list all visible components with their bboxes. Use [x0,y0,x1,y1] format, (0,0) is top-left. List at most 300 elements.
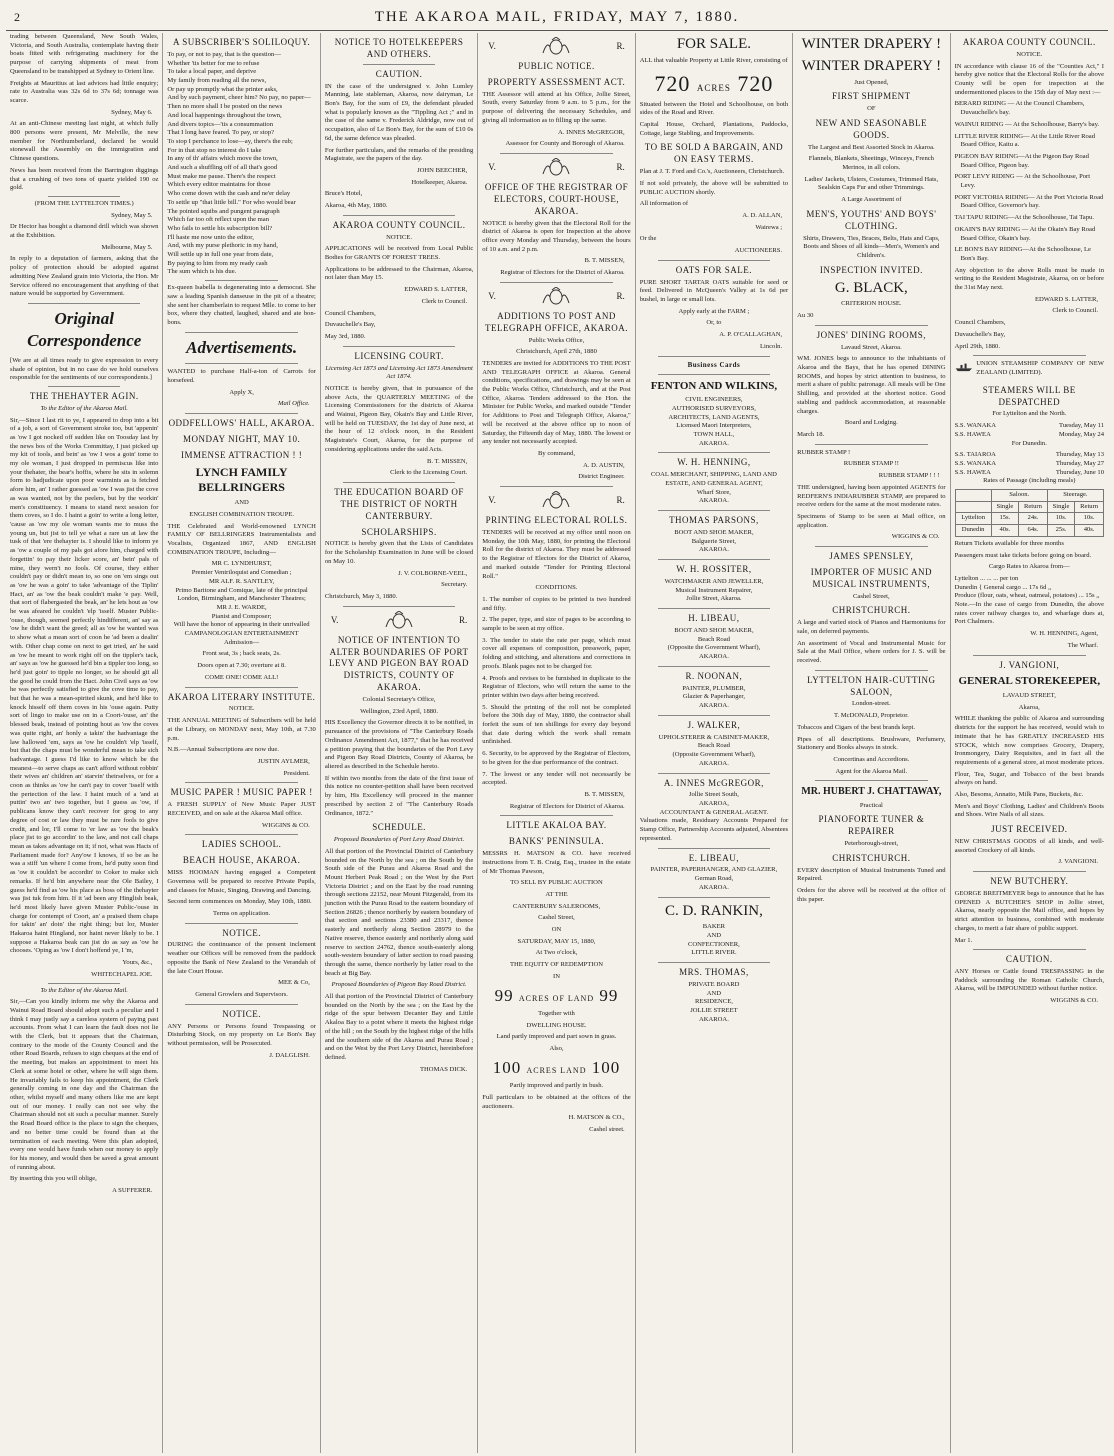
crest-letter: R. [616,162,625,173]
ad-wanted-apply: Apply X, [229,388,254,396]
acres-text: ACRES [696,82,731,93]
ad-title: CAUTION. [1005,954,1053,965]
ad-body: DURING the continuance of the present inclement weather our Offices will be removed from the paddock opposite the Bank of New Zealand to the Verandah of the late Court House. [167,941,316,975]
ad-cast-list [167,560,315,638]
poem-line: My family from reading all the news, [167,76,267,84]
ad-title: FOR SALE. [676,36,752,52]
fares-corner [955,501,991,513]
card-lines [640,471,788,506]
card-line: PAINTER, PLUMBER, [682,684,746,692]
ad-line: Together with [538,1010,575,1017]
page-mark: 2 [14,10,20,24]
fare-value: 15s. [991,513,1018,525]
sailing-schedule [955,422,1104,439]
card-name: E. LIBEAU, [688,852,740,863]
news-paragraph: Freights at Mauritius at last advices had little enquiry; rate to Australia was 32s 6d to 37s 6d; tonnage was scarce. [10,79,159,104]
ad-signature: District Engineer. [578,473,625,481]
fares-body [955,513,1103,536]
ad-line: By command, [537,450,575,457]
ad-subtitle: SCHOLARSHIPS. [361,526,437,537]
cast-line: MR J. E. WARDE, [216,603,267,611]
crest-letter: R. [616,290,625,301]
ad-title: WINTER DRAPERY ! [801,36,942,52]
card-line: AKAROA. [698,1015,729,1023]
section-heading-advertisements: Advertisements. [186,337,298,357]
ad-body: THE Assessor will attend at his Office, Jollie Street, South, every Saturday from 9 a.m. to 5 p.m., for the purpose of delivering the necessary Schedules, and giving all information as to filling up the same. [482,90,631,124]
ad-date: Christchurch, April 27th, 1880 [516,348,597,356]
ad-title: PROPERTY ASSESSMENT ACT. [487,76,626,87]
riding-item: PORT LEVY RIDING — At the Schoolhouse, Port Levy. [954,173,1091,190]
ad-signature: Registrar of Electors for the District of Akaroa. [500,269,625,277]
fare-value: 10s. [1075,513,1104,525]
riding-item: BERARD RIDING — At the Council Chambers, Duvauchelle's bay. [954,100,1085,117]
condition-item: 6. Security, to be approved by the Registrar of Electors, to be given for the due performance of the contract. [482,750,631,766]
editorial-note: [We are at all times ready to give expression to every shade of opinion, but in no case do we hold ourselves responsible for the sentiments of our correspondents.] [10,356,159,382]
ad-body: Pipes of all descriptions. Brushware, Perfumery, Stationery and Books always in stock. [797,735,946,752]
ad-line: Akaroa, [1018,703,1040,711]
card-name: J. VANGIONI, [999,659,1060,670]
ad-body: ANY Persons or Persons found Trespassing or Disturbing Stock, on my property on Le Bon's Bay without permission, will be Prosecuted. [167,1022,316,1047]
ad-body: Flour, Tea, Sugar, and Tobacco of the best brands always on hand. [954,770,1104,787]
ad-line: T. McDONALD, Proprietor. [833,712,909,720]
news-paragraph: Dr Hector has bought a diamond drill which was shown at the Exhibition. [10,223,159,240]
poem-line: Which far too oft reflect upon the man [167,216,270,224]
card-name: JAMES SPENSLEY, [829,551,914,562]
card-name: J. WALKER, [687,719,741,730]
source-note: (FROM THE LYTTELTON TIMES.) [34,199,134,207]
ad-line: Or the [639,235,657,243]
ad-body: Applications to be addressed to the Chairman, Akaroa, not later than May 15. [324,265,474,282]
section-heading-correspondence: Original Correspondence [27,308,142,351]
ad-body: WM. JONES begs to announce to the inhabitants of Akaroa and the Bays, that he has opened DINING ROOMS, and hopes by strict attention to business, to merit a share of public patronage. All meals will be One Shilling, and provided at the shortest notice. Good stabling and paddock accommodation, at reasonable charges. [797,355,946,415]
cast-line: Pianist and Composer; [211,612,272,620]
ad-headline: IMMENSE ATTRACTION ! ! [181,449,303,460]
sailing-row [955,469,1104,478]
ad-notice: NOTICE. [228,705,255,713]
ad-signature: H. MATSON & CO., [568,1114,625,1122]
crest-letter: R. [616,495,625,506]
card-name: W. H. ROSSITER, [676,564,752,575]
columns [6,33,1108,1453]
letter-body: Sir,—Can you kindly inform me why the Akaroa and Wainui Road Board should adopt such a peculiar and I think I may justly say a careless system of paying past accounts. From what I can learn the fault does not lie with the Clerk, but it appears that the Chairman, contrary to the mode of the County Council and the other Road Boards, refuses to sign cheques at the end of the meeting, but makes an appointment to meet his Clerk at some hotel or other, where he will sign them. He invariably fails to keep his appointment, the Clerk generally coming in one day and the Chairman the other, whilst myself and many others like me are kept out of our money. I really can not see why the Chairman should not sit such a peculiar manner. Surely the Road Board office is the place to sign the cheques, and no better time could be found than at the termination of each meeting. Were this plan adopted, every one would have funds when our money to apply for his money, and would then be saved a great amount of running about. [10,998,159,1171]
ad-body: Also, Besoms, Annatto, Milk Pans, Buckets, &c. [954,791,1084,799]
fare-value: 10s. [1047,513,1074,525]
ad-title: AKAROA LITERARY INSTITUTE. [167,691,316,702]
crest-letter: V. [488,290,496,301]
fares-subheader: Single [1047,501,1074,513]
fare-value: 24s. [1019,513,1048,525]
poem-line: By paying to him from my ready cash [167,259,268,267]
acres-number: 100 [591,1057,621,1077]
ad-signature: W. H. HENNING, Agent, [1030,630,1098,638]
ad-signature: JOHN BEECHER, [417,166,468,174]
masthead [6,4,1108,31]
card-lines [640,981,788,1025]
ad-title: MUSIC PAPER ! MUSIC PAPER ! [170,787,313,798]
dateline: Sydney, May 6. [111,108,153,116]
conditions-list [482,596,630,788]
crest-letter: V. [488,495,496,506]
ad-title: AKAROA COUNTY COUNCIL. [962,37,1096,47]
poem-line: The pointed squibs and pungent paragraph [167,207,280,215]
ad-signature: AUCTIONEERS. [734,247,783,255]
ad-body: For further particulars, and the remarks of the presiding Magistrate, see the papers of the day. [324,146,474,163]
ad-signature: A. INNES McGREGOR, [558,128,625,136]
poem-line: Which every editor maintains for those [167,181,271,189]
ad-signature: A. D. ALLAN, [742,211,783,219]
ad-body: Situated between the Hotel and Schoolhouse, on both sides of the Road and River. [639,100,789,117]
card-line: Jollie Street, Akaroa. [686,595,742,603]
ad-line: Just Opened, [854,78,889,86]
poem-line: To stop I perchance to lose—ay, there's the rub; [167,137,293,145]
card-line: PRIVATE BOARD [688,981,740,989]
ad-headline: RUBBER STAMP ! [797,448,851,456]
ad-headline: INSPECTION INVITED. [819,264,923,275]
card-lines [640,866,788,892]
card-title: FENTON AND WILKINS, [650,379,778,392]
letter-title: THE THEHAYTER AGIN. [29,390,139,401]
ship-name: S.S. HAWEA [954,430,991,438]
ad-signature: THOMAS DICK. [420,1065,468,1073]
ad-signature: Wairewa ; [755,223,783,231]
ad-line: Concertinas and Accordions. [833,756,910,763]
ridings-list [955,100,1104,263]
cast-line: Will have the honor of appearing in their unrivalled [173,621,310,629]
crest-letter: V. [330,614,339,625]
ad-body: HIS Excellency the Governor directs it to be notified, in pursuance of the provisions of "The Canterbury Roads Ordinance Amendment Act, 1877," that he has received a petition praying that the boundaries of the Port Levy and Pigeon Bay Road Districts, County of Akaroa, be altered as described in the Schedule hereto. [324,719,474,770]
riding-item: WAINUI RIDING — At the Schoolhouse, Barry's bay. [954,120,1100,128]
card-line: AKAROA. [698,439,729,447]
letter-signature: A SUFFERER. [112,1187,153,1195]
poem-line: Who fails to settle his subscription bill? [167,224,273,232]
ad-title: NOTICE OF INTENTION TO ALTER BOUNDARIES OF PORT LEVY AND PIGEON BAY ROAD DISTRICTS, COUNTY OF AKAROA. [329,634,470,693]
ad-signature: J. VANGIONI. [1058,858,1098,866]
ad-title: NOTICE. [222,1008,261,1019]
ad-subtitle: Proposed Boundaries of Pigeon Bay Road District. [331,981,467,989]
condition-item: 3. The tender to state the rate per page, which must cover all expenses of composition, presswork, paper, folding and stitching, and alterations and corrections in proofs. Blank pages not to be charged for. [482,636,631,670]
ad-headline: CHRISTCHURCH. [832,852,911,863]
ship-name: S.S. WANAKA [954,422,997,430]
ad-line: Terms on application. [213,909,271,917]
ad-headline: JUST RECEIVED. [991,824,1068,835]
poem-lines [167,51,315,277]
poem-line: And such a shuffling off of all that's good [167,164,278,172]
poem-line: And by such payment, cheer him? No pay, no paper— [167,94,311,102]
ad-line: CANTERBURY SALEROOMS, [512,902,601,910]
ad-place: Bruce's Hotel, [324,190,363,198]
letter-close: Yours, &c., [122,959,153,967]
ad-date: Mar 1. [954,936,973,944]
card-line: CONFECTIONER, [688,940,740,948]
ad-body: GEORGE BREITMEYER begs to announce that he has OPENED A BUTCHER'S SHOP in Jollie street, Akaroa, nearly opposite the Mail office, and hopes by strict attention to business, combined with moderate charges, to merit a fair share of public support. [954,889,1104,932]
card-line: AUTHORISED SURVEYORS, [671,404,756,412]
fares-group-header: Saloon. [991,490,1047,502]
ad-body: If not sold privately, the above will be submitted to PUBLIC AUCTION shortly. [639,179,789,196]
card-name: THOMAS PARSONS, [669,515,759,526]
ad-line: Or, to [706,319,722,327]
column-2 [163,33,320,1453]
ad-signature: Clerk to the Licensing Court. [390,469,468,477]
letter-body: Sir,—Since I last rit to ye, I appeared to drop into a bit of a job, a sort of Government stroke too, but 'appenin' as 'ow I got nocked off sudden like on Toosday last by the news bos of the Works Committay, I just picked up my kit of tools, and bein' as 'ow I wos a goin' tome to my ole woman, I just dropped in permiscus like into your thehater, the bear's hoffis, where he sits in solemn form to hadjudicate upon poor warmints as is fetched afore him, an' I rather guessed as 'ow I was jist the cove as was wanted, not by the peelers, but by the workin' men's constituency. I means to stand next session for them coves, so I do. I haint a goin' to write a long letter, 'cause as 'ow my ole woman wants me to muss the young un, but jist to tell ye what a rare un at law the tusk of that 'ere thehayter is. I should like to inform ye as 'ow a couple of my pals got afore him, charged with forgettin' to pay their licker score, an' bein' pals of mine, they wern't no fools. Of course, they either couldn't pay or didn't mean to, so one on 'em sings out as 'ow he was a goin' to take 'advantage of the Tiplin' Hact, an' as 'ow the beak couldn't make 'e pay. Well, that sort of flabergasted the beak, an' he lets hout as 'ow he was afeared he couldn't 'elp 'isself. Muster Public-'ouse, though, seemed perfectly hindifferent, an' say as 'ow he didn't want the greed; all as 'ow he wanted was to show what a mean sort of coon he 'ad been a dealin' with. Other chap come on next to get tried, an' he said as 'ow he meant to work right off on the tippler's tack, an' says as 'ow he guessed he'd bin a tippler too long, so he'd just goin' to tipple no longer, so he should git all the good he could from the Hact. John Civil says as 'ow he was perfectly satisfied to give the cove time to pay, but that he was a mean-spirited skunk, and he'd like to knock hisself off them coves in his 'ouse again. Putty sort of lingo to make use on in a Coort-'ouse, an' the blessed beak, instead of pointing hout as 'ow the coves was quite right, an' honly a takin' the hadvantage the law hallowed 'em, says as 'ow he couldn't 'elp 'isself, but that the chaps must be wonderful mean to take sich hadvantage. I guess I'd like to know which be the meanest—to serve chaps as can't afford without robbin' their wives an' children an' starvin' theirselves, or for a coon as thinks as 'ow he can't pay to cover 'isself with the pertection of the law. I haint much of a 'and at puttin' two an' two together, but I guess as 'ow, if publicans know they can't recover for grog to any degree of cost or law they must be rare fools to give credit, and lor, I'll come to 'er law as 'ow the beak's place jist to go accordin' to the law, and not call chaps mean as takes advantage on it; if not, what was Hacts of Parliament made for? Any'ow I knows, if so be as he was a stiff 'un where I come from, he'd putty soon find as 'ow it couldn't be accordin' to Coker to make sich remarks. If he'd bin anywhere near the Ole Bailey, I guess he'd find as 'ow his place as boss of the thehayter was jist tuk from him. If it 'ad been any Hinglish beak, he'd most likely have given Muster Public-'ouse in charge for contempt of Coort, an' a praised them chaps for takin' an' doin' the right thing; but lor, Muster Hakaroa haint Hingland, nor haint never likely to be. I suppose a Hakaroa beak can jist do as say as 'ow he chooses. 'Oping as 'ow I don't hoffend ye, I 'm, [10,416,159,955]
cast-line: CAMPANOLOGIAN ENTERTAINMENT [184,630,299,638]
card-line: Glazier & Paperhanger, [682,693,745,701]
ad-title: OATS FOR SALE. [675,264,753,275]
table-row [955,513,1103,525]
card-line: BOOT AND SHOE MAKER, [674,627,754,635]
fares-table [955,489,1104,537]
ad-body: Any objection to the above Rolls must be made in writing to the Resident Magistrate, Akaroa, on or before the 31st May next. [954,266,1104,292]
ad-title: LADIES SCHOOL. [201,839,282,850]
card-line: BAKER [702,923,726,931]
ad-body: Tobaccos and Cigars of the best brands kept. [797,723,915,731]
ad-body: ANY Horses or Cattle found TRESPASSING in the Paddock surrounding the Roman Catholic Church, Akaroa, will be IMPOUNDED without further notice. [954,968,1104,993]
ad-title: BANKS' PENINSULA. [508,836,605,847]
ad-body: A FRESH SUPPLY of New Music Paper JUST RECEIVED, and on sale at the Akaroa Mail office. [167,801,316,817]
card-lines [640,791,788,817]
royal-crest [488,158,624,178]
acres-number: 99 [599,985,619,1005]
card-line: German Road, [694,875,734,883]
ad-body: THE undersigned, having been appointed AGENTS for REDFERN'S INDIARUBBER STAMP, are prepared to receive orders for the same at the most moderate rates. [797,483,946,509]
ad-caution: CAUTION. [375,68,423,79]
ad-body: Flannels, Blankets, Sheetings, Winceys, French Merinos, in all colors. [808,155,934,172]
news-paragraphs [10,120,158,193]
card-lines [640,685,788,711]
condition-item: 4. Proofs and revises to be furnished in duplicate to the Registrar of Electors, who will return the same to the printer within two days after being received. [482,674,631,699]
card-title: GENERAL STOREKEEPER, [958,675,1101,688]
ad-signature: EDWARD S. LATTER, [1034,295,1098,303]
ad-signature: Lincoln. [759,342,783,350]
ad-line: LAVAUD STREET, [1002,691,1056,699]
poem-line: Whether 'tis better for me to refuse [167,59,260,67]
ad-signature: EDWARD S. LATTER, [404,286,468,294]
card-line: Wharf Store, [696,488,731,496]
ad-notice: NOTICE. [1016,50,1043,58]
ad-line: SATURDAY, MAY 15, 1880, [517,937,596,945]
riding-item: LITTLE RIVER RIDING— At the Little River Road Board Office, Kaitu a. [954,132,1096,149]
ad-place: Duvauchelle's Bay, [324,321,376,329]
crest-letter: V. [488,41,496,52]
ad-notice: NOTICE. [386,233,412,241]
ad-date: MONDAY NIGHT, MAY 10. [183,433,301,444]
ad-line: London-street. [852,700,891,708]
letter-salutation: To the Editor of the Akaroa Mail. [40,986,128,994]
card-lines [640,923,788,958]
ad-signature: B. T. MISSEN, [584,790,625,798]
ad-wanted-office: Mail Office. [277,400,310,408]
card-line: Jollie Street South, [688,791,739,799]
ad-signature: Clerk to Council. [1052,307,1098,315]
poem-line: Who come down with the cash and ne'er delay [167,190,291,198]
cast-line: MR ALF. R. SANTLEY, [208,577,275,585]
poem-line: The sum which is his due. [167,268,237,276]
ad-title: OFFICE OF THE REGISTRAR OF ELECTORS, COURT-HOUSE, AKAROA. [484,181,629,216]
riding-item: LE BON'S BAY RIDING—At the Schoolhouse, Le Bon's Bay. [954,246,1091,262]
news-paragraph: At an anti-Chinese meeting last night, at which fully 800 persons were present, Mr Melville, the new member for Northumberland, declared he would stonewall the Assembly on the immigration and Chinese questions. [10,120,159,163]
ad-title: ODDFELLOWS' HALL, AKAROA. [168,417,315,428]
card-line: AKAROA. [698,546,729,554]
ad-signature: WIGGINS & CO. [891,533,940,541]
ad-signature: Registrar of Electors for District of Akaroa. [509,802,625,810]
card-line: CIVIL ENGINEERS, [685,396,743,404]
poem-line: In any of th' affairs which move the town, [167,155,278,163]
ad-body: Passengers must take tickets before going on board. [954,551,1092,559]
condition-item: 7. The lowest or any tender will not necessarily be accepted. [482,770,631,787]
card-line: AKAROA, [698,800,729,808]
news-paragraph: In reply to a deputation of farmers, asking that the policy of protection should be adopted against admitting New Zealand grain into Victoria, the Hon. Mr Service offered no encouragement that anything of that nature would be supported by Government. [10,255,159,298]
card-line: COAL MERCHANT, SHIPPING, LAND AND ESTATE, AND GENERAL AGENT, [650,471,777,488]
ad-line: Front seat, 3s ; back seats, 2s. [202,650,281,658]
ad-body: NOTICE is hereby given that the Lists of Candidates for the Scholarship Examination in June will be closed on May 10. [324,540,474,565]
card-line: LITTLE RIVER. [691,949,737,957]
letter-signature: WHITECHAPEL JOE. [91,970,153,978]
acres-display [640,69,788,98]
poem-line: To pay, or not to pay, that is the question— [167,50,281,58]
acres-display [482,1057,630,1079]
card-line: AKAROA. [698,653,729,661]
ad-signature: Cashel street. [589,1126,625,1134]
sailing-row [955,460,1104,469]
ad-headline: RUBBER STAMP ! ! ! [878,472,940,480]
cargo-line: Produce (flour, oats, wheat, oatmeal, potatoes) ... 15s ,, [954,592,1100,600]
ad-line: Lavaud Street, Akaroa. [840,343,902,351]
ad-body: THE ANNUAL MEETING of Subscribers will be held at the Library, on MONDAY next, May 10th, at 7.30 p.m. [167,717,316,742]
poem-title: A SUBSCRIBER'S SOLILOQUY. [173,37,311,47]
card-line: AND [706,932,722,940]
royal-crest [488,287,624,307]
riding-item: OKAIN'S BAY RIDING — At the Okain's Bay Road Board Office, Okain's bay. [954,225,1096,242]
news-paragraph: Ex-queen Isabella is degenerating into a democrat. She saw a leading Spanish danseuse in the pit of a theatre; she sent her chamberlain to request Mlle. to come to her box, where they chatted, laughed, shared and ate bon-bons. [167,284,316,326]
cast-line: Primo Baritone and Comique, late of the principal London, Birmingham, and Manchester Theatres; [175,586,308,603]
ad-line: THE EQUITY OF REDEMPTION [510,961,603,969]
ad-body: Note.—In the case of cargo from Dunedin, the above rates cover railway charges to, and wharfage dues at, Port Chalmers. [954,601,1104,626]
fares-group-header: Steerage. [1047,490,1103,502]
ad-line: Doors open at 7.30; overture at 8. [197,662,286,670]
card-lines [640,734,788,769]
ad-signature: Hotelkeeper, Akaroa. [411,178,468,186]
ad-body: IN the case of the undersigned v. John Lumley Manning, late stableman, Akaroa, now dairyman, Le Bon's Bay, for the sum of £9, the defendant pleaded what is popularly known as the "Tippling Act ;" and in the case of the same v. Frederick Aldridge, now out of occupation, also of Le Bon's Bay, for the sum of £10 0s 6d, the same defence was pleaded. [324,82,474,142]
ad-signature: President. [283,769,310,777]
ad-date: May 3rd, 1880. [324,332,366,340]
card-lines [640,529,788,555]
ad-title: BEACH HOUSE, AKAROA. [182,855,301,866]
card-line: (Opposite Government Wharf), [672,751,756,759]
card-name: A. INNES McGREGOR, [663,777,764,788]
riding-item: PORT VICTORIA RIDING— At the Port Victoria Road Board Office, Governor's bay. [954,193,1104,210]
ad-line: Agent for the Akaroa Mail. [835,767,908,775]
column-3 [321,33,478,1453]
sailing-row [955,431,1104,440]
poem-line: And divers topics—'tis a consummation [167,120,273,128]
cast-line: Premier Ventriloquist and Comedian ; [191,569,292,577]
ad-signature: Clerk to Council. [421,297,468,305]
card-line: PAINTER, PAPERHANGER, AND GLAZIER, [650,866,778,874]
card-line: AKAROA. [698,759,729,767]
ad-body: NOTICE is hereby given that the Electoral Roll for the district of Akaroa is open for Inspection at the above office every Monday and Thursday, between the hours of 10 a.m. and 2 p.m. [482,219,631,253]
crest-letter: V. [488,162,496,173]
column-4 [478,33,635,1453]
card-name: R. NOONAN, [685,670,743,681]
riding-item: TAI TAPU RIDING—At the Schoolhouse, Tai Tapu. [954,214,1094,222]
card-line: Beach Road [697,742,730,750]
card-body: Valuations made, Residuary Accounts Prepared for Stamp Office, Partnership Accounts adjusted, Absentees represented. [639,817,789,842]
sailing-row [955,451,1104,460]
ad-signature: MEE & Co, [278,979,310,987]
ad-signature: A. P. O'CALLAGHAN, [719,331,783,339]
ad-body: An assortment of Vocal and Instrumental Music for Sale at the Mail Office, where orders for J. S. will be received. [797,639,946,665]
ad-body: Full particulars to be obtained at the offices of the auctioneers. [482,1093,631,1110]
ad-line: Partly improved and partly in bush. [509,1082,604,1090]
ad-title: JONES' DINING ROOMS, [816,329,927,340]
ad-line: Cashel Street, [853,592,890,600]
cargo-rates [955,575,1104,601]
fare-port: Lyttelton [955,513,991,525]
fare-value: 40s. [1075,525,1104,537]
ad-line: Apply early at the FARM ; [678,307,750,315]
fares-subheader: Return [1075,501,1104,513]
ad-place: Colonial Secretary's Office, [362,696,436,704]
fares-subheader-row [955,501,1103,513]
ad-signature: JUSTIN AYLMER, [257,757,310,765]
card-line: AKAROA. [698,497,729,505]
crest-letter: R. [616,41,625,52]
card-lines [640,396,788,448]
poem-line: Must make me pause. There's the respect [167,172,276,180]
acres-number: 99 [494,985,514,1005]
sailing-date: Thursday, May 27 [1055,459,1104,467]
ad-line: Admission— [224,638,260,646]
masthead-title: THE AKAROA MAIL, FRIDAY, MAY 7, 1880. [374,9,740,25]
ad-title: LITTLE AKALOA BAY. [506,820,607,831]
coat-of-arms-icon [382,611,416,631]
ad-body: TENDERS are invited for ADDITIONS TO THE POST AND TELEGRAPH OFFICE at Akaroa. General conditions, specifications, and drawings may be seen at the Public Works Office, Christchurch, and at the Post Office, Akaroa. Tenders addressed to the Hon. the Minister for Public Works, and marked outside "Tender for Additions to Post and Telegraph Office, Akaroa," will be received at the above office up to noon of Saturday, the Fifteenth day of May, 1880. The lowest or any tender not necessarily accepted. [482,359,631,446]
ad-wanted-text: WANTED to purchase Half-a-ton of Carrots for horsefeed. [167,368,316,384]
ad-title: WINTER DRAPERY ! [801,57,942,74]
ad-line: At Two o'clock, [535,949,578,957]
ad-title: PUBLIC NOTICE. [518,61,595,71]
ad-title: LICENSING COURT. [354,350,444,361]
royal-crest [488,37,624,57]
ad-title: AKAROA COUNTY COUNCIL. [332,219,466,230]
ad-line: Land partly improved and part sown in grass. [496,1033,617,1041]
ad-date: March 18. [797,430,825,438]
crest-letter: R. [459,614,468,625]
ad-headline: TO BE SOLD A BARGAIN, AND ON EASY TERMS. [644,142,784,165]
fare-port: Dunedin [955,525,991,537]
sailing-row [955,422,1104,431]
acres-number: 720 [654,70,691,96]
ad-line: AND [234,499,249,507]
ad-title: LYTTELTON HAIR-CUTTING SALOON, [807,674,936,697]
poem-line: I'll haste me now unto the editor, [167,233,254,241]
ad-body: If within two months from the date of the first issue of this notice no counter-petition shall have been received by him, His Excellency will proceed in the manner prescribed by section 2 of "The Canterbury Roads Ordinance, 1872." [324,774,474,817]
ad-line: OF [867,105,876,113]
poem-line: To take a local paper, and deprive [167,68,257,76]
card-line: BOOT AND SHOE MAKER, [674,529,754,537]
card-line: Beach Road [697,635,730,643]
coat-of-arms-icon [539,37,573,57]
fares-subheader: Return [1019,501,1048,513]
ad-title: ADDITIONS TO POST AND TELEGRAPH OFFICE, AKAROA. [484,310,628,333]
ad-body: Ladies' Jackets, Ulsters, Costumes, Trimmed Hats, Sealskin Caps Fur and other Trimmings. [804,175,939,192]
poem-line: Then no more shall I be posted on the news [167,103,283,111]
condition-item: 2. The paper, type, and size of pages to be according to sample to be seen at my office. [482,616,631,633]
ad-title: UNION STEAMSHIP COMPANY OF NEW ZEALAND (LIMITED). [976,360,1104,376]
ad-headline: NEW AND SEASONABLE GOODS. [815,117,928,140]
ad-body: Shirts, Drawers, Ties, Braces, Belts, Hats and Caps, Boots and Shoes of all kinds—Men's, Women's and Children's. [803,234,940,259]
acres-text: ACRES OF LAND [518,993,595,1003]
ad-signature: J. DALGLISH. [269,1051,310,1059]
